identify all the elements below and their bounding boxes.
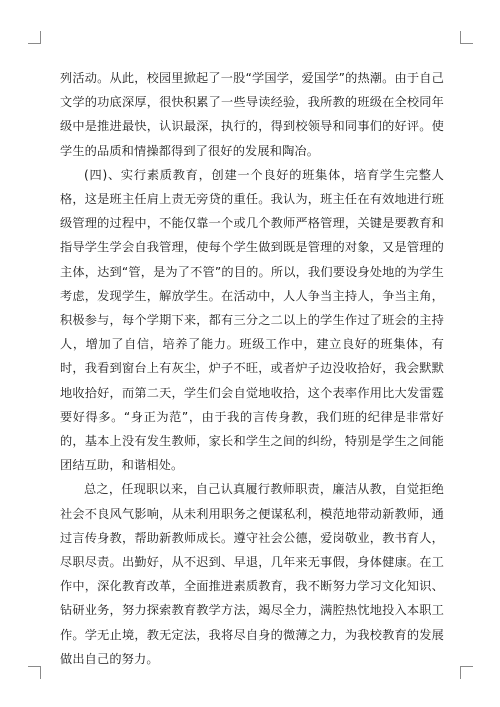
paragraph-activity-summary: 列活动。从此，校园里掀起了一股“学国学，爱国学”的热潮。由于自己文学的功底深厚，很快积累了一些导读经验，我所教的班级在全校同年级中是推进最快，认识最深，执行的，得到校领导和同事们的好评。使学生的品质和情操都得到了很好的发展和陶冶。 [60,71,444,158]
crop-mark-bottom-left [28,666,41,679]
document-body [60,66,444,671]
crop-mark-bottom-right [460,666,473,679]
paragraph-conclusion: 总之，任现职以来，自己认真履行教师职责，廉洁从教，自觉拒绝社会不良风气影响，从未利用职务之便谋私利，模范地带动新教师，通过言传身教，帮助新教师成长。遵守社会公德，爱岗敬业，教书育人，尽职尽责。出勤好，从不迟到、早退，几年来无事假，身体健康。在工作中，深化教育改革，全面推进素质教育，我不断努力学习文化知识、钻研业务，努力探索教育教学方法，竭尽全力，满腔热忱地投入本职工作。学无止境，教无定法，我将尽自身的微薄之力，为我校教育的发展做出自己的努力。 [60,482,444,666]
paragraph-quality-education: (四)、实行素质教育，创建一个良好的班集体，培育学生完整人格，这是班主任肩上责无旁贷的重任。我认为，班主任在有效地进行班级管理的过程中，不能仅靠一个或几个教师严格管理，关键是要教育和指导学生学会自我管理，使每个学生做到既是管理的对象，又是管理的主体，达到“管，是为了不管”的目的。所以，我们要设身处地的为学生考虑，发现学生，解放学生。在活动中，人人争当主持人，争当主角，积极参与，每个学期下来，都有三分之二以上的学生作过了班会的主持人，增加了自信，培养了能力。班级工作中，建立良好的班集体，有时，我看到窗台上有灰尘，炉子不旺，或者炉子边没收拾好，我会默默地收拾好，而第二天，学生们会自觉地收拾，这个表率作用比大发雷霆要好得多。“身正为范”，由于我的言传身教，我们班的纪律是非常好的，基本上没有发生教师，家长和学生之间的纠纷，特别是学生之间能团结互助，和谐相处。 [60,167,444,473]
crop-mark-top-right [460,31,473,44]
crop-mark-top-left [28,31,41,44]
